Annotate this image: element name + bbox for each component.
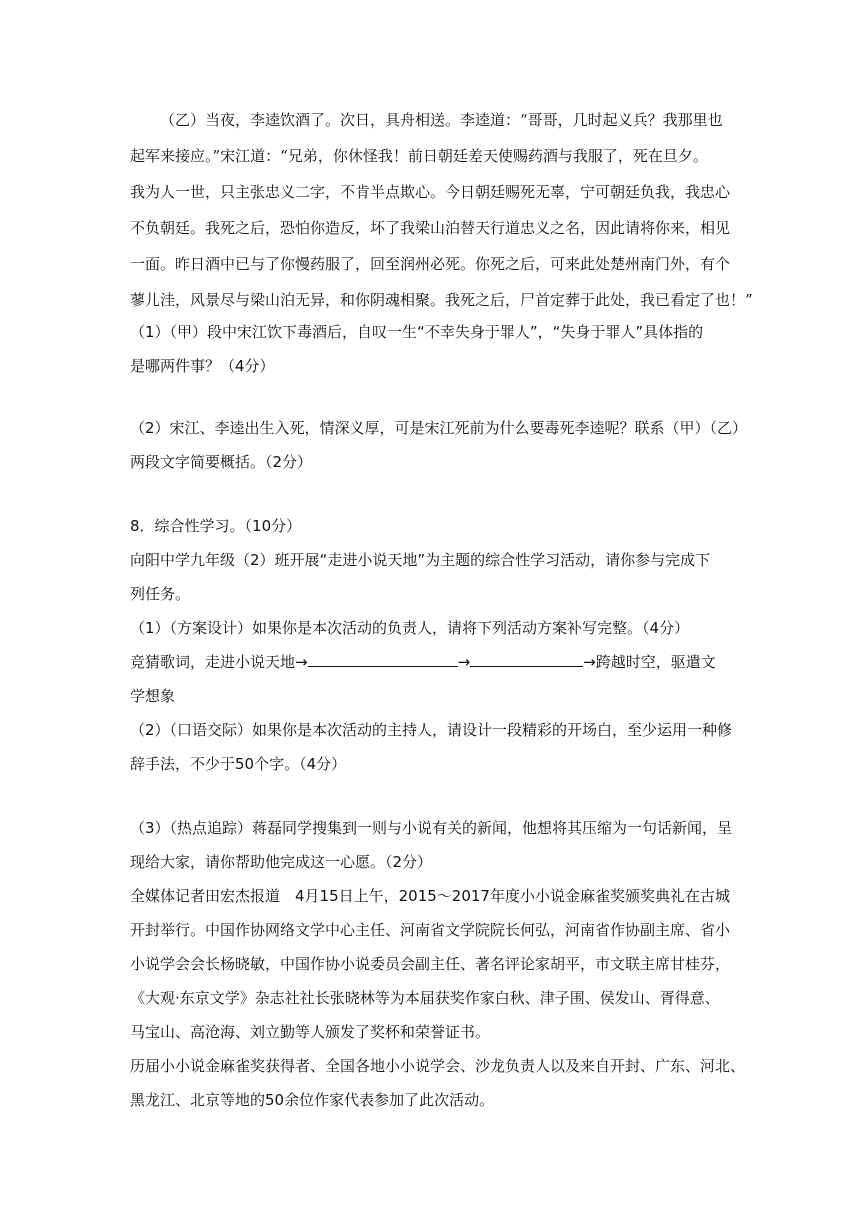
question-8-1: （1）（方案设计）如果你是本次活动的负责人，请将下列活动方案补写完整。（4分） [130, 619, 690, 637]
passage-yi-line-6: 蓼儿洼，风景尽与梁山泊无异，和你阴魂相聚。我死之后，尸首定葬于此处，我已看定了也！” [130, 291, 753, 309]
news-line-1: 全媒体记者田宏杰报道 4月15日上午，2015～2017年度小小说金麻雀奖颁奖典礼在古城 [130, 887, 730, 905]
question-8-intro-line-1: 向阳中学九年级（2）班开展“走进小说天地”为主题的综合性学习活动，请你参与完成下 [130, 551, 711, 569]
question-8-1-plan [130, 652, 716, 672]
question-8-2-line-1: （2）（口语交际）如果你是本次活动的主持人，请设计一段精彩的开场白，至少运用一种修 [130, 721, 733, 739]
question-8-intro-line-2: 列任务。 [130, 585, 191, 603]
question-2-line-1: （2）宋江、李逵出生入死，情深义厚，可是宋江死前为什么要毒死李逵呢？联系（甲）（乙） [130, 419, 748, 437]
question-8-2-line-2: 辞手法，不少于50个字。（4分） [130, 755, 347, 773]
news-line-4: 《大观·东京文学》杂志社社长张晓林等为本届获奖作家白秋、津子围、侯发山、胥得意、 [130, 989, 720, 1007]
question-1-line-2: 是哪两件事？（4分） [130, 357, 275, 375]
news-line-2: 开封举行。中国作协网络文学中心主任、河南省文学院院长何弘，河南省作协副主席、省小 [130, 921, 731, 939]
question-8-title: 8．综合性学习。（10分） [130, 517, 302, 535]
answer-blank-2[interactable] [470, 652, 583, 667]
plan-arrow: → [457, 653, 471, 671]
passage-yi-line-1: （乙）当夜，李逵饮酒了。次日，具舟相送。李逵道：“哥哥，几时起义兵？我那里也 [160, 111, 723, 129]
passage-yi-line-3: 我为人一世，只主张忠义二字，不肯半点欺心。今日朝廷赐死无辜，宁可朝廷负我，我忠心 [130, 183, 731, 201]
answer-blank-1[interactable] [308, 652, 458, 667]
passage-yi-line-2: 起军来接应。”宋江道：“兄弟，你休怪我！前日朝廷差天使赐药酒与我服了，死在旦夕。 [130, 147, 708, 165]
news-line-7: 黑龙江、北京等地的50余位作家代表参加了此次活动。 [130, 1091, 495, 1109]
question-8-1-plan-cont: 学想象 [130, 687, 176, 705]
passage-yi-line-5: 一面。昨日酒中已与了你慢药服了，回至润州必死。你死之后，可来此处楚州南门外，有个 [130, 255, 731, 273]
plan-part-1: 竞猜歌词，走进小说天地→ [130, 653, 308, 671]
news-line-6: 历届小小说金麻雀奖获得者、全国各地小小说学会、沙龙负责人以及来自开封、广东、河北、 [130, 1057, 746, 1075]
passage-yi-line-4: 不负朝廷。我死之后，恐怕你造反，坏了我梁山泊替天行道忠义之名，因此请将你来，相见 [130, 219, 731, 237]
question-8-3-line-1: （3）（热点追踪）蒋磊同学搜集到一则与小说有关的新闻，他想将其压缩为一句话新闻，呈 [130, 819, 733, 837]
news-line-3: 小说学会会长杨晓敏，中国作协小说委员会副主任、著名评论家胡平，市文联主席甘桂芬， [130, 955, 731, 973]
plan-part-3: →跨越时空，驱遣文 [583, 653, 716, 671]
question-2-line-2: 两段文字简要概括。（2分） [130, 453, 313, 471]
news-line-5: 马宝山、高沧海、刘立勤等人颁发了奖杯和荣誉证书。 [130, 1023, 491, 1041]
question-8-3-line-2: 现给大家，请你帮助他完成这一心愿。（2分） [130, 853, 433, 871]
question-1-line-1: （1）（甲）段中宋江饮下毒酒后，自叹一生“不幸失身于罪人”，“失身于罪人”具体指的 [130, 323, 704, 341]
